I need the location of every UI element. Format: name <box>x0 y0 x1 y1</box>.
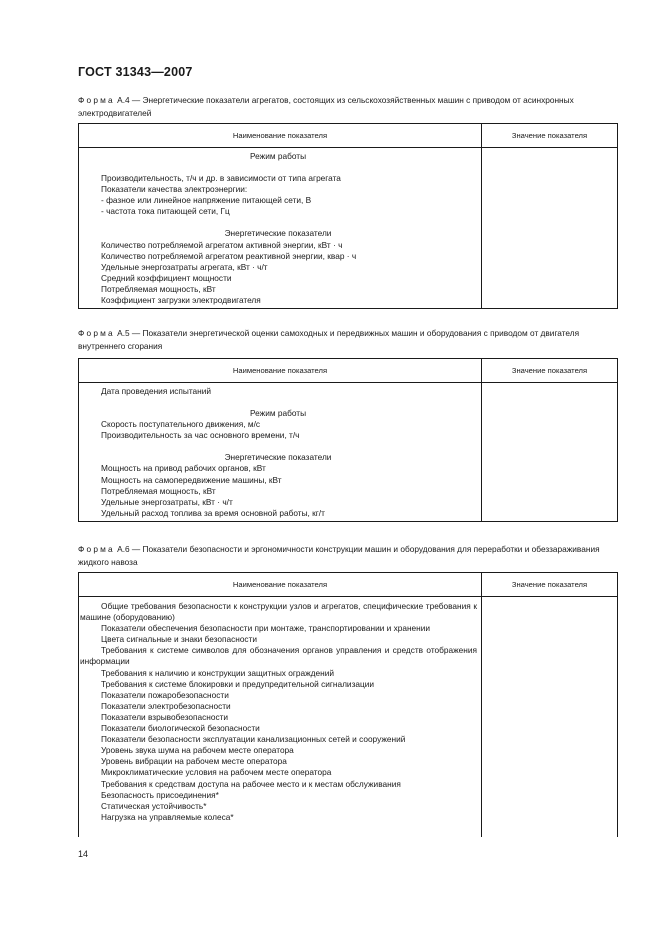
form-a5-row: Энергетические показатели <box>224 452 332 463</box>
form-a6-row: Показатели безопасности эксплуатации канализационных сетей и сооружений <box>101 734 406 745</box>
form-a4-row: - частота тока питающей сети, Гц <box>101 206 230 217</box>
form-a6-row: Уровень вибрации на рабочем месте оператора <box>101 756 287 767</box>
form-a4-col1-header: Наименование показателя <box>79 124 482 148</box>
form-a4-row: Коэффициент загрузки электродвигателя <box>101 295 261 306</box>
form-a4-row: Средний коэффициент мощности <box>101 272 232 283</box>
form-a6-col2-header: Значение показателя <box>482 573 618 597</box>
form-a4-row: Удельные энергозатраты агрегата, кВт · ч/т <box>101 261 268 272</box>
form-a6-row: Безопасность присоединения* <box>101 789 219 800</box>
form-a5-row: Режим работы <box>249 408 307 419</box>
document-header: ГОСТ 31343—2007 <box>78 65 193 79</box>
form-a5-row: Мощность на привод рабочих органов, кВт <box>101 463 266 474</box>
form-a5-row: Производительность за час основного времени, т/ч <box>101 430 300 441</box>
form-a5-row: Потребляемая мощность, кВт <box>101 485 216 496</box>
form-a6-row: Показатели пожаробезопасности <box>101 689 229 700</box>
form-a6-row: Показатели обеспечения безопасности при монтаже, транспортировании и хранении <box>101 623 431 634</box>
form-a6-values-cell <box>482 597 618 837</box>
form-a5-col2-header: Значение показателя <box>482 359 618 383</box>
form-a5-values-cell <box>482 383 618 522</box>
form-a4-values-cell <box>482 148 618 309</box>
form-a6-word: Форма <box>78 544 115 554</box>
form-a5-table <box>78 358 618 522</box>
form-a5-indicators-cell <box>79 383 482 522</box>
form-a6-caption-text: А.6 — Показатели безопасности и эргономичности конструкции машин и оборудования для переработки и обеззараживания жидкого навоза <box>78 544 600 567</box>
form-a6-indicators-cell <box>79 597 482 837</box>
form-a4-row: Количество потребляемой агрегатом реактивной энергии, квар · ч <box>101 250 357 261</box>
form-a6-table <box>78 572 618 837</box>
form-a6-caption <box>78 543 616 569</box>
form-a6-row: Требования к системе блокировки и предупредительной сигнализации <box>101 678 375 689</box>
form-a6-row: Показатели взрывобезопасности <box>101 711 229 722</box>
form-a5-col1-header: Наименование показателя <box>79 359 482 383</box>
form-a6-col1-header: Наименование показателя <box>79 573 482 597</box>
form-a5-row: Удельный расход топлива за время основной работы, кг/т <box>101 507 325 518</box>
form-a4-row: Количество потребляемой агрегатом активной энергии, кВт · ч <box>101 239 343 250</box>
form-a5-caption <box>78 327 616 353</box>
form-a6-row: Требования к средствам доступа на рабочее место и к местам обслуживания <box>101 778 401 789</box>
form-a4-row: Потребляемая мощность, кВт <box>101 283 216 294</box>
form-a5-word: Форма <box>78 328 115 338</box>
form-a4-row: Режим работы <box>249 151 307 161</box>
form-a4-row: - фазное или линейное напряжение питающей сети, В <box>101 195 312 206</box>
form-a4-indicators-cell <box>79 148 482 309</box>
form-a4-col2-header: Значение показателя <box>482 124 618 148</box>
form-a4-row: Показатели качества электроэнергии: <box>101 184 248 195</box>
form-a6-row: Показатели электробезопасности <box>101 700 231 711</box>
form-a4-row: Энергетические показатели <box>224 228 332 239</box>
form-a5-row: Скорость поступательного движения, м/с <box>101 419 261 430</box>
form-a6-row: Показатели биологической безопасности <box>101 723 260 734</box>
form-a4-caption-text: А.4 — Энергетические показатели агрегатов, состоящих из сельскохозяйственных машин с приводом от асинхронных электродвигателей <box>78 95 574 118</box>
form-a4-table <box>78 123 618 309</box>
form-a5-caption-text: А.5 — Показатели энергетической оценки самоходных и передвижных машин и оборудования с приводом от двигателя внутреннего сгорания <box>78 328 580 351</box>
form-a4-row: Производительность, т/ч и др. в зависимости от типа агрегата <box>101 173 341 184</box>
form-a6-row: Уровень звука шума на рабочем месте оператора <box>101 745 294 756</box>
form-a5-row: Удельные энергозатраты, кВт · ч/т <box>101 496 233 507</box>
form-a4-caption <box>78 94 616 120</box>
form-a5-row: Мощность на самопередвижение машины, кВт <box>101 474 282 485</box>
form-a6-row: Нагрузка на управляемые колеса* <box>101 811 234 822</box>
form-a6-row: Статическая устойчивость* <box>101 800 207 811</box>
page-number: 14 <box>78 849 89 859</box>
form-a5-row: Дата проведения испытаний <box>101 386 212 396</box>
form-a6-row: Общие требования безопасности к конструкции узлов и агрегатов, специфические требования к машине (оборудованию) <box>80 601 477 623</box>
form-a6-row: Микроклиматические условия на рабочем месте оператора <box>101 767 332 778</box>
form-a6-row: Требования к наличию и конструкции защитных ограждений <box>101 667 334 678</box>
form-a4-word: Форма <box>78 95 115 105</box>
form-a6-row: Требования к системе символов для обозначения органов управления и средств отображения информации <box>80 645 477 667</box>
form-a6-row: Цвета сигнальные и знаки безопасности <box>101 634 258 645</box>
